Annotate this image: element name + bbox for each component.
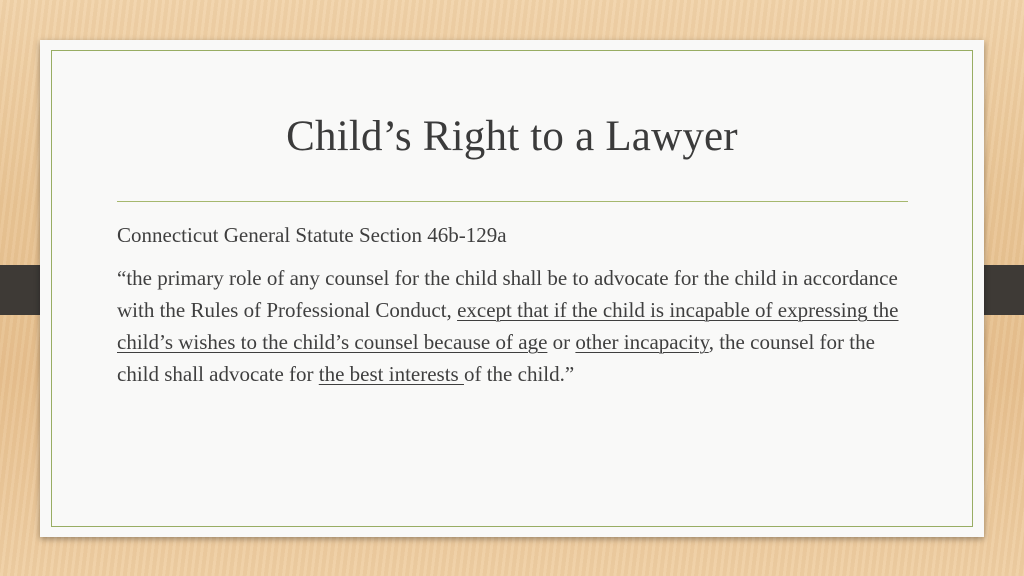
slide-card: [40, 40, 984, 537]
quote-segment-3: or: [547, 330, 576, 354]
quote-underlined-incapacity: other incapacity: [575, 330, 709, 354]
statute-quote: [117, 262, 907, 390]
quote-underlined-best-interests: the best interests: [318, 362, 464, 386]
quote-segment-5: , the counsel for the child shall advocate for: [117, 330, 875, 386]
statute-reference: Connecticut General Statute Section 46b-129a: [117, 223, 507, 247]
quote-segment-1: “the primary role of any counsel for the child shall be to advocate for the child in accordance with the Rules of Professional Conduct,: [117, 266, 898, 322]
title-divider: [117, 201, 908, 202]
quote-underlined-exception: except that if the child is incapable of expressing the child’s wishes to the child’s counsel because of age: [117, 298, 899, 354]
slide-title: Child’s Right to a Lawyer: [286, 113, 738, 160]
quote-segment-7: of the child.”: [463, 362, 575, 386]
